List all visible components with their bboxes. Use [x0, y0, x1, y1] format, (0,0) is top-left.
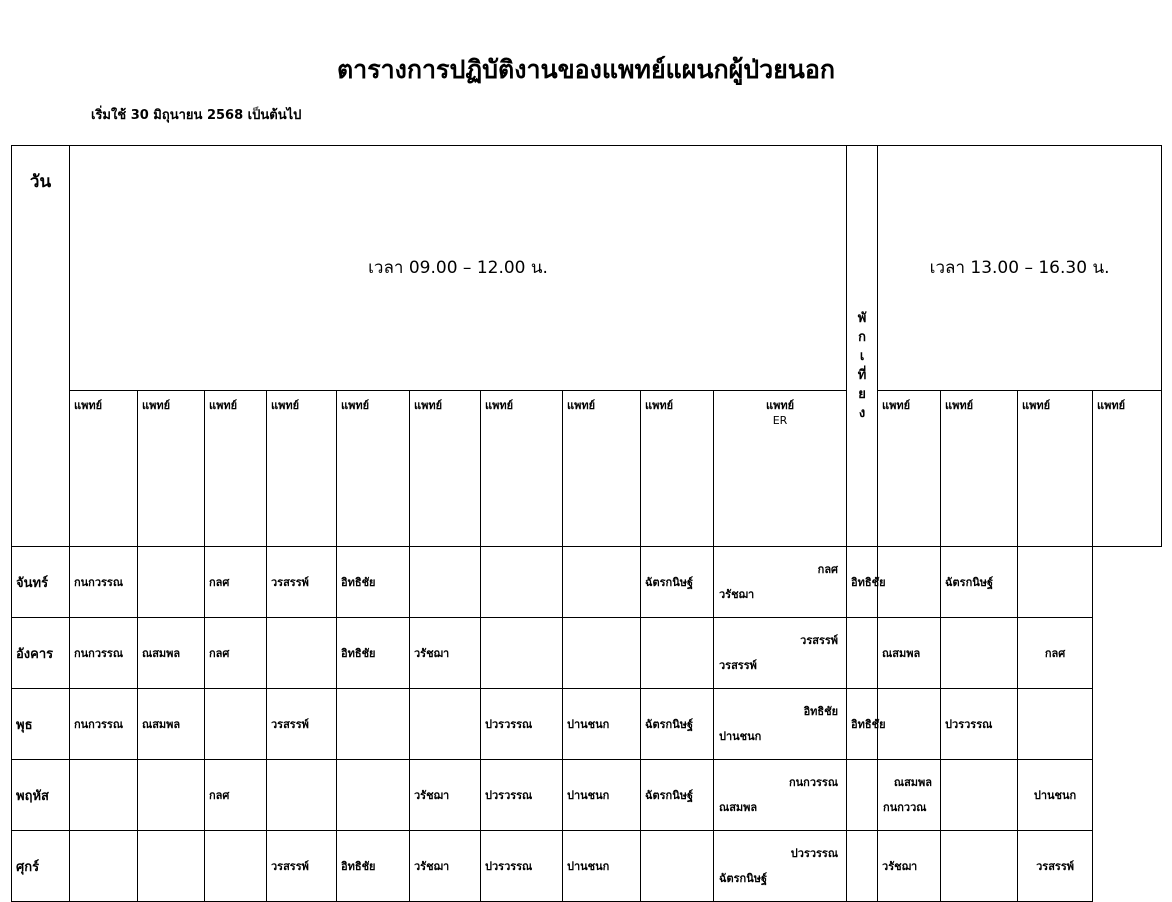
afternoon-cell: ณสมพล	[878, 618, 941, 689]
day-label: ศุกร์	[12, 831, 70, 902]
afternoon-split-cell	[878, 760, 941, 831]
table-row	[12, 618, 1162, 689]
doctor-header: แพทย์	[205, 390, 267, 546]
er-cell	[714, 760, 847, 831]
afternoon-cell	[878, 689, 941, 760]
morning-cell: อิทธิชัย	[337, 547, 410, 618]
morning-cell: ปวรวรรณ	[481, 689, 563, 760]
day-header: วัน	[12, 146, 70, 547]
day-label: จันทร์	[12, 547, 70, 618]
split-top-name: กนกววณ	[883, 801, 927, 814]
break-char: ย	[858, 387, 866, 402]
break-char: ก	[858, 330, 866, 345]
doctor-header: แพทย์	[138, 390, 205, 546]
doctor-header: แพทย์	[410, 390, 481, 546]
afternoon-cell	[847, 831, 878, 902]
morning-cell: วรัชฌา	[410, 618, 481, 689]
afternoon-cell	[941, 831, 1018, 902]
split-bottom-name: ณสมพล	[893, 776, 933, 789]
split-bottom-name: อิทธิชัย	[803, 705, 839, 718]
afternoon-header: เวลา 13.00 – 16.30 น.	[878, 146, 1162, 391]
er-cell	[714, 831, 847, 902]
er-cell	[714, 618, 847, 689]
afternoon-cell: วรัชฌา	[878, 831, 941, 902]
table-row	[12, 831, 1162, 902]
afternoon-cell	[941, 760, 1018, 831]
morning-cell: กนกวรรณ	[70, 547, 138, 618]
morning-cell: วรสรรพ์	[267, 547, 337, 618]
morning-cell: วรสรรพ์	[267, 831, 337, 902]
doctor-header: แพทย์	[641, 390, 714, 546]
afternoon-cell	[847, 760, 878, 831]
morning-cell: วรัชฌา	[410, 831, 481, 902]
doctor-header: แพทย์	[70, 390, 138, 546]
morning-cell: ปานชนก	[563, 760, 641, 831]
morning-cell	[410, 689, 481, 760]
break-column	[847, 146, 878, 547]
morning-cell: อิทธิชัย	[337, 618, 410, 689]
morning-cell: ปานชนก	[563, 689, 641, 760]
header-row-times	[12, 146, 1162, 391]
morning-cell	[337, 760, 410, 831]
break-char: พั	[857, 311, 867, 326]
morning-cell	[138, 547, 205, 618]
morning-cell	[138, 760, 205, 831]
split-bottom-name: ปวรวรรณ	[790, 847, 839, 860]
morning-cell: ฉัตรกนิษฐ์	[641, 547, 714, 618]
table-row	[12, 760, 1162, 831]
afternoon-cell: กลศ	[1018, 618, 1093, 689]
effective-date: เริ่มใช้ 30 มิถุนายน 2568 เป็นต้นไป	[91, 108, 302, 123]
morning-cell	[481, 547, 563, 618]
morning-cell	[205, 831, 267, 902]
table-row	[12, 547, 1162, 618]
split-top-name: ณสมพล	[719, 801, 758, 814]
morning-cell	[563, 547, 641, 618]
morning-header: เวลา 09.00 – 12.00 น.	[70, 146, 847, 391]
split-bottom-name: กลศ	[817, 563, 839, 576]
schedule-table	[11, 145, 1162, 902]
afternoon-cell	[1018, 547, 1093, 618]
split-top-name: ฉัตรกนิษฐ์	[719, 872, 768, 885]
morning-cell	[410, 547, 481, 618]
morning-cell: กนกวรรณ	[70, 618, 138, 689]
morning-cell	[267, 618, 337, 689]
morning-cell: วรสรรพ์	[267, 689, 337, 760]
break-char: ง	[858, 406, 866, 421]
afternoon-cell	[1018, 689, 1093, 760]
doctor-header: แพทย์	[941, 390, 1018, 546]
doctor-header: แพทย์	[878, 390, 941, 546]
morning-cell: วรัชฌา	[410, 760, 481, 831]
afternoon-cell	[878, 547, 941, 618]
morning-cell	[337, 689, 410, 760]
afternoon-cell: อิทธิชัย	[847, 547, 878, 618]
morning-cell	[138, 831, 205, 902]
morning-cell	[641, 618, 714, 689]
doctor-header: แพทย์	[337, 390, 410, 546]
er-cell	[714, 547, 847, 618]
morning-cell: กลศ	[205, 760, 267, 831]
morning-cell: ปวรวรรณ	[481, 760, 563, 831]
page-title: ตารางการปฏิบัติงานของแพทย์แผนกผู้ป่วยนอก	[336, 55, 836, 84]
doctor-header: แพทย์	[1018, 390, 1093, 546]
er-doctor-header	[714, 390, 847, 546]
afternoon-cell	[847, 618, 878, 689]
morning-cell	[205, 689, 267, 760]
afternoon-cell: ปวรวรรณ	[941, 689, 1018, 760]
morning-cell	[70, 831, 138, 902]
doctor-header: แพทย์	[267, 390, 337, 546]
morning-cell: ฉัตรกนิษฐ์	[641, 760, 714, 831]
break-char: เ	[859, 349, 865, 364]
split-top-name: ปานชนก	[719, 730, 762, 743]
morning-cell: กนกวรรณ	[70, 689, 138, 760]
afternoon-cell: อิทธิชัย	[847, 689, 878, 760]
morning-cell	[563, 618, 641, 689]
afternoon-cell	[941, 618, 1018, 689]
morning-cell: ฉัตรกนิษฐ์	[641, 689, 714, 760]
er-doctor-label: แพทย์	[766, 398, 795, 412]
morning-cell	[70, 760, 138, 831]
morning-cell: กลศ	[205, 547, 267, 618]
afternoon-cell: ฉัตรกนิษฐ์	[941, 547, 1018, 618]
split-bottom-name: วรสรรพ์	[800, 634, 839, 647]
afternoon-cell: ปานชนก	[1018, 760, 1093, 831]
afternoon-cell: วรสรรพ์	[1018, 831, 1093, 902]
day-label: พฤหัส	[12, 760, 70, 831]
morning-cell	[641, 831, 714, 902]
morning-cell	[267, 760, 337, 831]
morning-cell: ปานชนก	[563, 831, 641, 902]
morning-cell	[481, 618, 563, 689]
doctor-header: แพทย์	[1093, 390, 1162, 546]
doctor-header: แพทย์	[481, 390, 563, 546]
morning-cell: ณสมพล	[138, 618, 205, 689]
break-char: ที่	[857, 368, 867, 383]
table-row	[12, 689, 1162, 760]
er-cell	[714, 689, 847, 760]
morning-cell: กลศ	[205, 618, 267, 689]
day-label: อังคาร	[12, 618, 70, 689]
header-row-doctors	[12, 390, 1162, 546]
morning-cell: ณสมพล	[138, 689, 205, 760]
morning-cell: อิทธิชัย	[337, 831, 410, 902]
er-label: ER	[772, 413, 788, 427]
day-label: พุธ	[12, 689, 70, 760]
doctor-header: แพทย์	[563, 390, 641, 546]
split-top-name: วรสรรพ์	[719, 659, 757, 672]
morning-cell: ปวรวรรณ	[481, 831, 563, 902]
split-bottom-name: กนกวรรณ	[789, 776, 839, 789]
split-top-name: วรัชฌา	[719, 588, 755, 601]
